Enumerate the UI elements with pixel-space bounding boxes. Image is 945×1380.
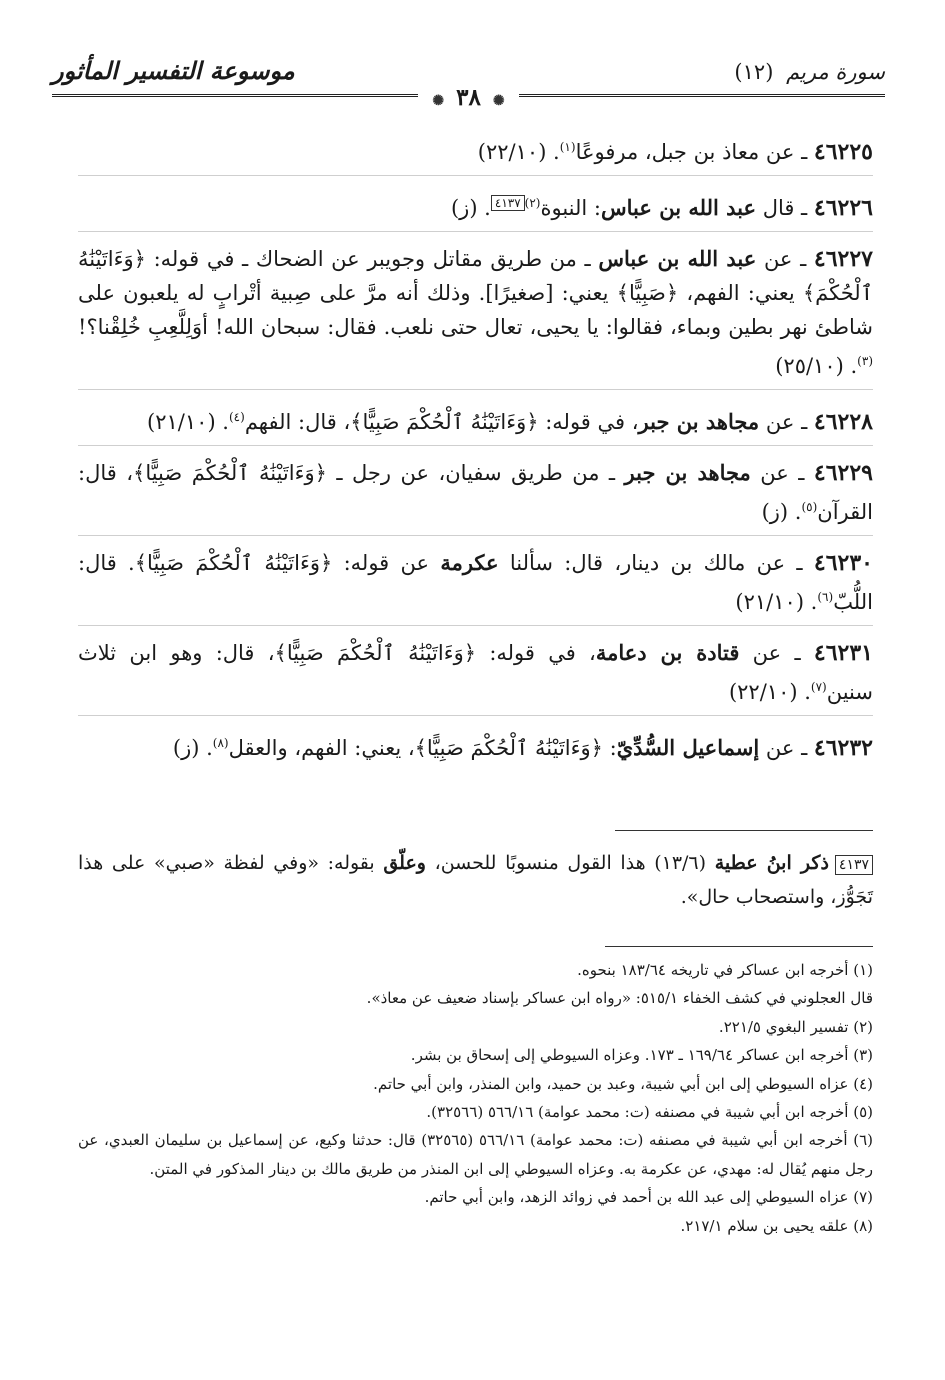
footnote-marker: (٤) bbox=[228, 410, 245, 424]
footnote: قال العجلوني في كشف الخفاء ٥١٥/١: «رواه ابن عساكر بإسناد ضعيف عن معاذ». bbox=[366, 989, 873, 1008]
volume-reference: . (٢١/١٠) bbox=[735, 590, 818, 614]
narration-text: ، في قوله: ﴿وَءَاتَيْنَٰهُ ٱلْحُكْمَ صَبِيًّا﴾، قال: وهو ابن ثلاث سنين bbox=[78, 641, 873, 704]
volume-reference: . (٢٥/١٠) bbox=[775, 354, 858, 378]
narration-number: ٤٦٢٢٥ bbox=[813, 139, 873, 165]
footnote: (٧) عزاه السيوطي إلى عبد الله بن أحمد في زوائد الزهد، وابن أبي حاتم. bbox=[424, 1188, 873, 1207]
narration-number: ٤٦٢٢٩ bbox=[813, 460, 873, 486]
commentary-text: بقوله: «وفي لفظة «صبي» على هذا تَجَوُّز، واستصحاب حال». bbox=[78, 852, 873, 908]
footnote-marker: (١) bbox=[559, 140, 576, 154]
footnote-marker: (٦) bbox=[817, 590, 834, 604]
narration-lead: ـ عن bbox=[760, 461, 805, 485]
narration-entry bbox=[78, 456, 873, 536]
narration-text: ـ من طريق مقاتل وجويبر عن الضحاك ـ في قوله: ﴿وَءَاتَيْنَٰهُ ٱلْحُكْمَ﴾ يعني: الفهم، ﴿صَبِيًّا﴾ يعني: [صغيرًا]. وذلك أنه مرَّ على صِبية أتْرابٍ له يلعبون على شاطئ نهر بطين وبماء، فقالوا: يا يحيى، تعال حتى نلعب. فقال: سبحان الله! أوَلِلَّعِبِ خُلِقْنا؟! bbox=[78, 247, 873, 339]
footnote: (٤) عزاه السيوطي إلى ابن أبي شيبة، وعبد بن حميد، وابن المنذر، وابن أبي حاتم. bbox=[373, 1074, 873, 1093]
surah-number: (١٢) bbox=[734, 60, 774, 84]
narration-entry bbox=[78, 130, 873, 176]
commentary-separator bbox=[615, 830, 873, 831]
footnote: (٣) أخرجه ابن عساكر ١٦٩/٦٤ ـ ١٧٣. وعزاه السيوطي إلى إسحاق بن بشر. bbox=[410, 1046, 873, 1065]
narrator-name: عكرمة bbox=[440, 550, 499, 575]
footnote-marker: (٧) bbox=[810, 680, 827, 694]
surah-title bbox=[734, 60, 885, 84]
narration-lead: ـ قال bbox=[762, 196, 808, 220]
narration-lead: ـ عن bbox=[763, 247, 807, 271]
footnote: (٢) تفسير البغوي ٢٢١/٥. bbox=[718, 1017, 873, 1036]
commentary-text: (١٣/٦) هذا القول منسوبًا للحسن، bbox=[434, 852, 707, 874]
narration-lead: ـ عن bbox=[752, 641, 801, 665]
narrator-name: عبد الله بن عباس bbox=[601, 195, 756, 220]
book-title: موسوعة التفسير المأثور bbox=[52, 56, 295, 85]
footnote: (١) أخرجه ابن عساكر في تاريخه ١٨٣/٦٤ بنحوه. bbox=[577, 961, 873, 979]
footnote-marker: (٢) bbox=[524, 196, 541, 210]
volume-reference: . (٢١/١٠) bbox=[147, 410, 229, 434]
footnote: (٥) أخرجه ابن أبي شيبة في مصنفه (ت: محمد عوامة) ٥٦٦/١٦ (٣٢٥٦٦). bbox=[426, 1103, 873, 1122]
narration-text: : النبوة bbox=[540, 196, 601, 220]
narration-number: ٤٦٢٣٠ bbox=[813, 550, 873, 576]
ornament-icon: ✺ bbox=[432, 93, 445, 109]
narration-entry bbox=[78, 242, 873, 390]
narration-text: عن قوله: ﴿وَءَاتَيْنَٰهُ ٱلْحُكْمَ صَبِيًّا﴾. قال: اللُّبّ bbox=[78, 551, 873, 614]
narration-lead: ـ عن مالك بن دينار، قال: سألنا bbox=[509, 551, 803, 575]
footnote-marker: (٣) bbox=[857, 354, 873, 368]
narrator-name: إسماعيل السُّدِّيّ bbox=[616, 735, 760, 760]
footnotes bbox=[78, 956, 873, 1240]
ornament-icon: ✺ bbox=[492, 93, 505, 109]
narration-number: ٤٦٢٢٧ bbox=[813, 246, 873, 272]
narration-entry bbox=[78, 400, 873, 446]
commentary-box-ref: ٤١٣٧ bbox=[491, 195, 525, 211]
narrator-name: مجاهد بن جبر bbox=[638, 409, 760, 434]
narration-lead: ـ عن bbox=[765, 410, 808, 434]
narration-text: : ﴿وَءَاتَيْنَٰهُ ٱلْحُكْمَ صَبِيًّا﴾، يعني: الفهم، والعقل bbox=[228, 736, 617, 760]
page-header bbox=[52, 56, 885, 111]
volume-reference: . (ز) bbox=[172, 736, 213, 760]
narration-entry bbox=[78, 546, 873, 626]
footnote-marker: (٥) bbox=[801, 500, 818, 514]
footnote: (٦) أخرجه ابن أبي شيبة في مصنفه (ت: محمد عوامة) ٥٦٦/١٦ (٣٢٥٦٥) قال: حدثنا وكيع، عن إسماعيل بن سليمان العبدي، عن رجل منهم يُقال له: مهدي، عن عكرمة به. وعزاه السيوطي إلى ابن المنذر من طريق مالك بن دينار المذكور في المتن. bbox=[78, 1131, 873, 1178]
narration-text: ، في قوله: ﴿وَءَاتَيْنَٰهُ ٱلْحُكْمَ صَبِيًّا﴾، قال: الفهم bbox=[244, 410, 639, 434]
footnote-marker: (٨) bbox=[212, 736, 229, 750]
volume-reference: . (ز) bbox=[761, 500, 802, 524]
commentary-keyword: وعلّق bbox=[383, 852, 426, 874]
narrations bbox=[78, 130, 873, 781]
narrator-name: مجاهد بن جبر bbox=[624, 460, 751, 485]
narration-number: ٤٦٢٢٦ bbox=[813, 195, 873, 221]
narration-number: ٤٦٢٣٢ bbox=[813, 735, 873, 761]
page-number: ✺ ٣٨ ✺ bbox=[418, 84, 518, 111]
volume-reference: . (ز) bbox=[450, 196, 491, 220]
narration-entry bbox=[78, 636, 873, 716]
narrator-name: عبد الله بن عباس bbox=[598, 246, 757, 271]
commentary-number-box: ٤١٣٧ bbox=[835, 855, 873, 875]
footnote: (٨) علقه يحيى بن سلام ٢١٧/١. bbox=[680, 1216, 873, 1235]
narration-text: ـ من طريق سفيان، عن رجل ـ ﴿وَءَاتَيْنَٰهُ ٱلْحُكْمَ صَبِيًّا﴾، قال: القرآن bbox=[78, 461, 873, 524]
surah-name: سورة مريم bbox=[786, 60, 885, 84]
volume-reference: . (٢٢/١٠) bbox=[728, 680, 811, 704]
narration-text: ـ عن معاذ بن جبل، مرفوعًا bbox=[575, 140, 808, 164]
narration-entry bbox=[78, 726, 873, 771]
commentary-note bbox=[78, 846, 873, 914]
commentary-author: ذكر ابنُ عطية bbox=[714, 852, 829, 874]
narration-number: ٤٦٢٣١ bbox=[813, 640, 873, 666]
narration-lead: ـ عن bbox=[765, 736, 808, 760]
narrator-name: قتادة بن دعامة bbox=[595, 640, 740, 665]
narration-entry bbox=[78, 186, 873, 232]
volume-reference: . (٢٢/١٠) bbox=[477, 140, 560, 164]
narration-number: ٤٦٢٢٨ bbox=[813, 409, 873, 435]
footnote-separator bbox=[605, 946, 873, 947]
